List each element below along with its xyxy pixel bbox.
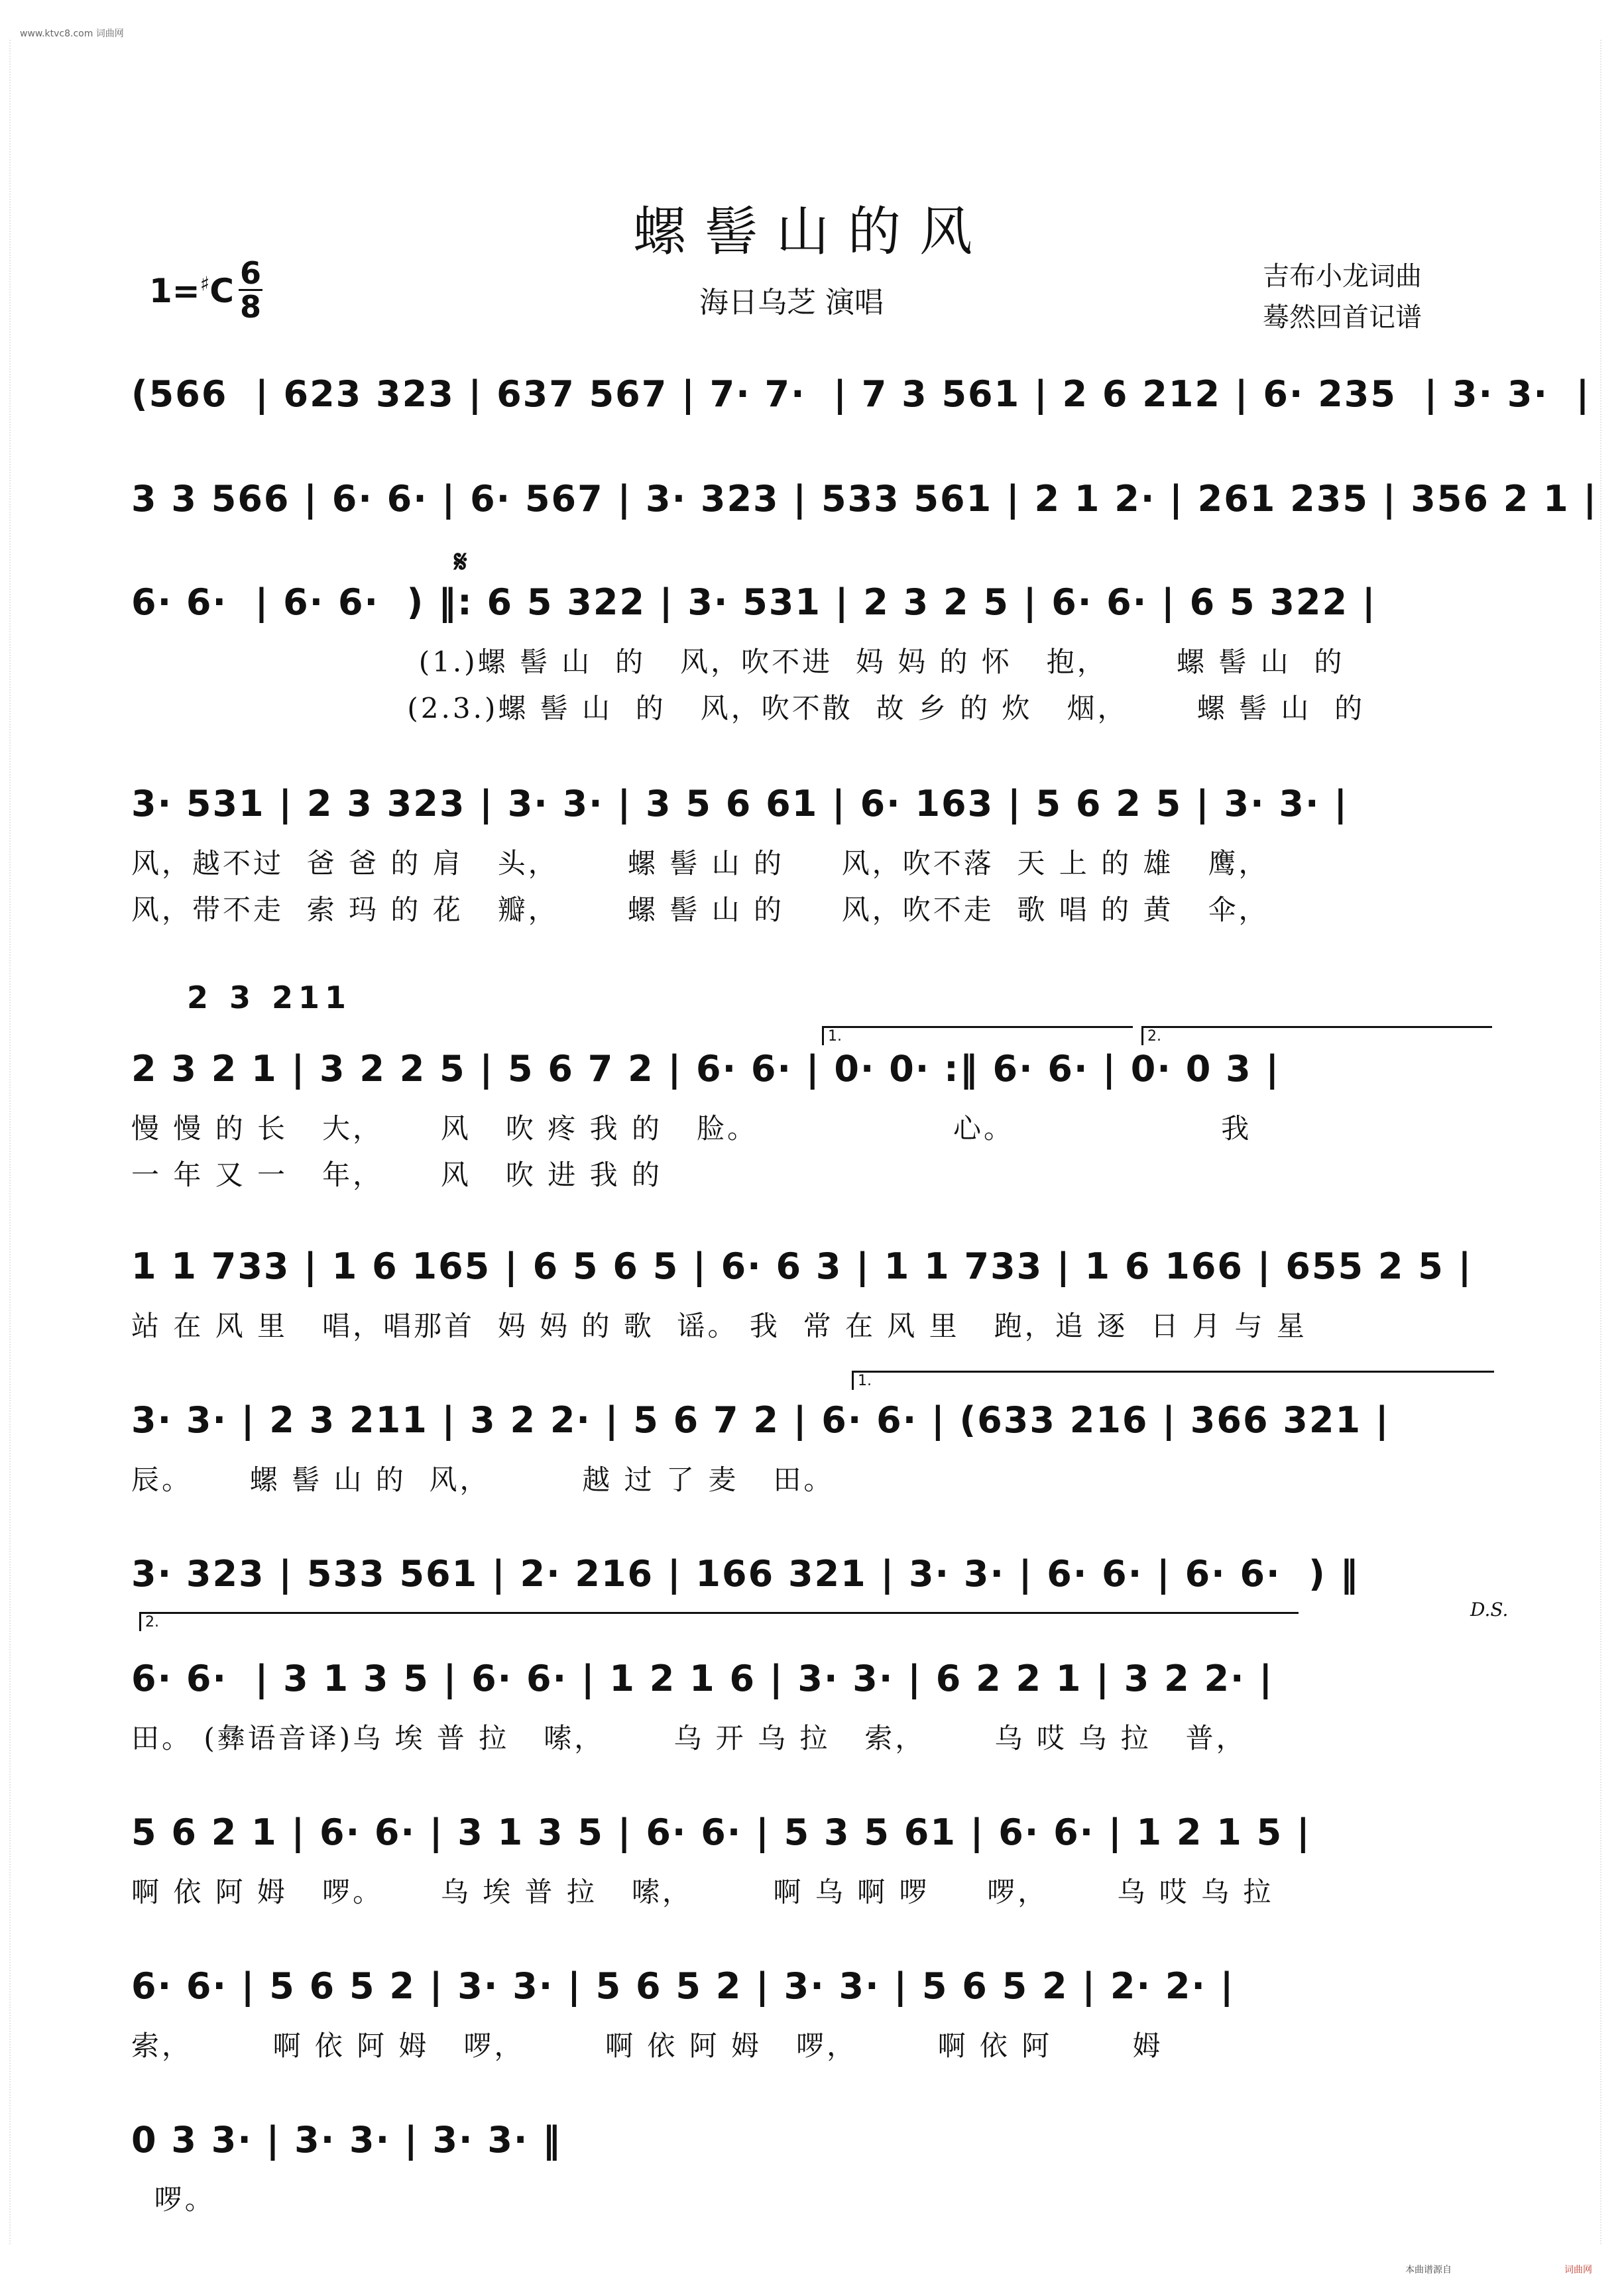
- score-row: [131, 1243, 1490, 1356]
- volta-bracket: 2.: [1141, 1026, 1492, 1045]
- lyric-verse-1: 啊 依 阿 姆 啰。 乌 埃 普 拉 嗦， 啊 乌 啊 啰 啰， 乌 哎 乌 拉: [131, 1876, 1274, 1908]
- notation-line: 0 3 3· | 3· 3· | 3· 3· ‖: [131, 2119, 562, 2161]
- alternate-notes: 2 3 211: [187, 980, 352, 1015]
- lyric-verse-1: 风，越不过 爸 爸 的 肩 头， 螺 髻 山 的 风，吹不落 天 上 的 雄 鹰，: [131, 847, 1269, 880]
- singer-credit: 海日乌芝 演唱: [699, 286, 884, 319]
- notation-line: 3· 531 | 2 3 323 | 3· 3· | 3 5 6 61 | 6· 163 | 5 6 2 5 | 3· 3· |: [131, 783, 1349, 825]
- lyric-verse-1: (1.)螺 髻 山 的 风，吹不进 妈 妈 的 怀 抱， 螺 髻 山 的: [131, 646, 1345, 678]
- volta-bracket: 1.: [852, 1371, 1494, 1390]
- transcriber-credit: 蓦然回首记谱: [1263, 302, 1422, 333]
- lyric-verse-1: 啰。: [131, 2183, 215, 2216]
- footer-source-label: 本曲谱源自: [1405, 2265, 1452, 2275]
- key-signature: [149, 255, 261, 325]
- time-signature: [239, 257, 262, 323]
- lyric-verse-1: 站 在 风 里 唱，唱那首 妈 妈 的 歌 谣。 我 常 在 风 里 跑，追 逐 日 月 与 星: [131, 1310, 1307, 1342]
- lyric-verse-1: 田。 (彝语音译)乌 埃 普 拉 嗦， 乌 开 乌 拉 索， 乌 哎 乌 拉 普，: [131, 1722, 1247, 1754]
- song-title: 螺髻山的风: [633, 201, 991, 262]
- sharp-sign: ♯: [200, 272, 210, 296]
- score-row: [131, 579, 1490, 724]
- score-row: [131, 2117, 1490, 2230]
- notation-line: 2 3 2 1 | 3 2 2 5 | 5 6 7 2 | 6· 6· | 0· 0· :‖ 6· 6· | 0· 0 3 |: [131, 1048, 1281, 1090]
- site-watermark[interactable]: www.ktvc8.com 词曲网: [20, 29, 124, 39]
- lyric-verse-2: (2.3.)螺 髻 山 的 风，吹不散 故 乡 的 炊 烟， 螺 髻 山 的: [131, 692, 1365, 724]
- lyric-verse-1: 索， 啊 依 阿 姆 啰， 啊 依 阿 姆 啰， 啊 依 阿 姆: [131, 2029, 1163, 2062]
- score-row: [131, 476, 1598, 589]
- composer-credit: 吉布小龙词曲: [1263, 261, 1422, 292]
- key-prefix: 1=: [149, 272, 200, 310]
- notation-line: 3· 3· | 2 3 211 | 3 2 2· | 5 6 7 2 | 6· 6· | (633 216 | 366 321 |: [131, 1399, 1390, 1441]
- notation-line: 1 1 733 | 1 6 165 | 6 5 6 5 | 6· 6 3 | 1 1 733 | 1 6 166 | 655 2 5 |: [131, 1245, 1473, 1287]
- score-row: [131, 1963, 1490, 2076]
- lyric-verse-2: 一 年 又 一 年， 风 吹 进 我 的: [131, 1159, 662, 1191]
- score-row: [131, 1397, 1490, 1510]
- score-row: [131, 1046, 1490, 1191]
- volta-bracket: 1.: [822, 1026, 1133, 1045]
- right-border-decoration: [1600, 40, 1615, 2244]
- score-row: [131, 781, 1490, 926]
- footer-site-link[interactable]: 词曲网: [1564, 2265, 1592, 2275]
- lyric-verse-1: 慢 慢 的 长 大， 风 吹 疼 我 的 脸。 心。 我: [131, 1112, 1252, 1145]
- score-row: [131, 1551, 1490, 1664]
- notation-line: (566 | 623 323 | 637 567 | 7· 7· | 7 3 561 | 2 6 212 | 6· 235 | 3· 3· |: [131, 373, 1591, 415]
- lyric-verse-2: 风，带不走 索 玛 的 花 瓣， 螺 髻 山 的 风，吹不走 歌 唱 的 黄 伞，: [131, 893, 1269, 926]
- notation-line: 5 6 2 1 | 6· 6· | 3 1 3 5 | 6· 6· | 5 3 5 61 | 6· 6· | 1 2 1 5 |: [131, 1811, 1311, 1853]
- ds-marking: D.S.: [1470, 1599, 1509, 1621]
- score-row: [131, 1809, 1490, 1922]
- time-numerator: 6: [239, 255, 261, 291]
- score-row: [131, 371, 1591, 484]
- notation-line: 3 3 566 | 6· 6· | 6· 567 | 3· 323 | 533 561 | 2 1 2· | 261 235 | 356 2 1 |: [131, 478, 1598, 520]
- left-border-decoration: [9, 40, 24, 2244]
- credits-block: [1263, 256, 1422, 338]
- time-denominator: 8: [239, 289, 261, 325]
- notation-line: 6· 6· | 5 6 5 2 | 3· 3· | 5 6 5 2 | 3· 3· | 5 6 5 2 | 2· 2· |: [131, 1965, 1235, 2007]
- volta-bracket: 2.: [139, 1612, 1299, 1631]
- lyric-verse-1: 辰。 螺 髻 山 的 风， 越 过 了 麦 田。: [131, 1463, 835, 1496]
- segno-sign: 𝄋: [454, 543, 467, 579]
- notation-line: 6· 6· | 3 1 3 5 | 6· 6· | 1 2 1 6 | 3· 3· | 6 2 2 1 | 3 2 2· |: [131, 1658, 1274, 1699]
- score-row: [131, 1656, 1490, 1768]
- notation-line: 3· 323 | 533 561 | 2· 216 | 166 321 | 3· 3· | 6· 6· | 6· 6· ) ‖: [131, 1553, 1360, 1595]
- notation-line: 6· 6· | 6· 6· ) ‖: 6 5 322 | 3· 531 | 2 3 2 5 | 6· 6· | 6 5 322 |: [131, 581, 1377, 623]
- key-tonic: C: [209, 272, 234, 310]
